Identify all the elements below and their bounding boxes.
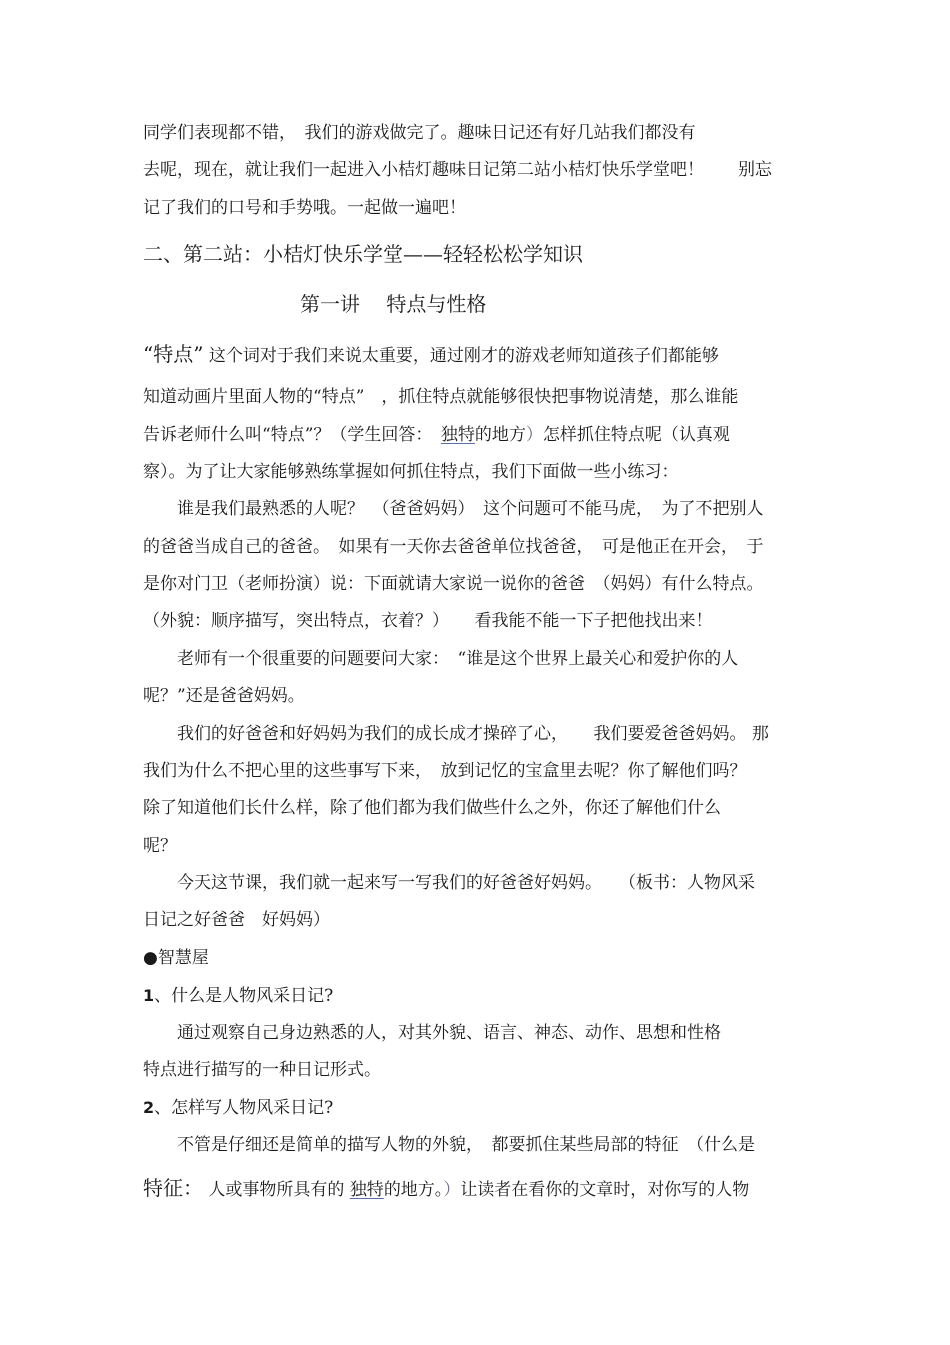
section2-heading: 二、第二站：小桔灯快乐学堂——轻轻松松学知识 (143, 242, 583, 266)
dute-underlined-2: 独特 (349, 1180, 384, 1200)
para6-line2: 日记之好爸爸 好妈妈） (143, 910, 330, 930)
para2-line4: 察）。为了让大家能够熟练掌握如何抓住特点，我们下面做一些小练习： (143, 462, 679, 482)
para3-line3: 是你对门卫（老师扮演）说：下面就请大家说一说你的爸爸 （妈妈）有什么特点。 (143, 574, 764, 594)
question-2 (143, 1096, 333, 1120)
para2-line3-a: 告诉老师什么叫“特点”？（学生回答： (143, 425, 441, 445)
para2-line3-paren: ） (525, 425, 543, 445)
para2-line3-c: 怎样抓住特点呢（认真观 (542, 425, 730, 445)
para5-line4: 呢？ (143, 836, 177, 856)
para2-line3 (143, 423, 730, 447)
wisdom-house-heading: ●智慧屋 (143, 948, 209, 968)
para2-line3-b: 的地方 (474, 425, 526, 445)
answer2-line2-b: 的地方。 (383, 1180, 444, 1200)
para5-line3: 除了知道他们长什么样，除了他们都为我们做些什么之外，你还了解他们什么 (143, 798, 721, 818)
answer2-line1: 不管是仔细还是简单的描写人物的外貌， 都要抓住某些局部的特征 （什么是 (143, 1135, 755, 1155)
question-1-number: 1 (143, 986, 155, 1005)
para3-line2: 的爸爸当成自己的爸爸。 如果有一天你去爸爸单位找爸爸， 可是他正在开会， 于 (143, 537, 764, 557)
question-2-text: 、怎样写人物风采日记? (154, 1098, 334, 1118)
question-2-number: 2 (143, 1098, 155, 1117)
answer1-line1: 通过观察自己身边熟悉的人，对其外貌、语言、神态、动作、思想和性格 (143, 1023, 721, 1043)
para4-line1: 老师有一个很重要的问题要问大家： “谁是这个世界上最关心和爱护你的人 (143, 649, 739, 669)
para5-line2: 我们为什么不把心里的这些事写下来， 放到记忆的宝盒里去呢？你了解他们吗？ (143, 761, 747, 781)
para5-line1: 我们的好爸爸和好妈妈为我们的成长成才操碎了心， 我们要爱爸爸妈妈。 那 (143, 724, 769, 744)
dute-underlined: 独特 (440, 425, 475, 445)
question-1 (143, 984, 333, 1008)
para1-line2: 去呢，现在，就让我们一起进入小桔灯趣味日记第二站小桔灯快乐学堂吧！ 别忘 (143, 160, 772, 180)
lecture-title: 第一讲 特点与性格 (300, 292, 487, 316)
para2-line1-text: 这个词对于我们来说太重要，通过刚才的游戏老师知道孩子们都能够 (203, 346, 719, 366)
tezheng-term: 特征： (143, 1176, 203, 1200)
answer2-line2-paren: ） (443, 1180, 461, 1200)
answer2-line2-a: 人或事物所具有的 (203, 1180, 350, 1200)
para2-line2: 知道动画片里面人物的“特点” ，抓住特点就能够很快把事物说清楚，那么谁能 (143, 387, 739, 407)
para2-line1 (143, 342, 719, 368)
tedian-term: “特点” (143, 342, 204, 366)
para1-line3: 记了我们的口号和手势哦。一起做一遍吧！ (143, 198, 466, 218)
answer2-line2-c: 让读者在看你的文章时，对你写的人物 (460, 1180, 750, 1200)
para3-line4: （外貌：顺序描写，突出特点，衣着？） 看我能不能一下子把他找出来！ (143, 611, 713, 631)
para6-line1: 今天这节课，我们就一起来写一写我们的好爸爸好妈妈。 （板书：人物风采 (143, 873, 755, 893)
question-1-text: 、什么是人物风采日记? (154, 986, 334, 1006)
para3-line1: 谁是我们最熟悉的人呢？ （爸爸妈妈） 这个问题可不能马虎， 为了不把别人 (143, 499, 764, 519)
answer1-line2: 特点进行描写的一种日记形式。 (143, 1060, 381, 1080)
answer2-line2 (143, 1176, 749, 1202)
para1-line1: 同学们表现都不错， 我们的游戏做完了。趣味日记还有好几站我们都没有 (143, 123, 696, 143)
para4-line2: 呢？”还是爸爸妈妈。 (143, 686, 305, 706)
